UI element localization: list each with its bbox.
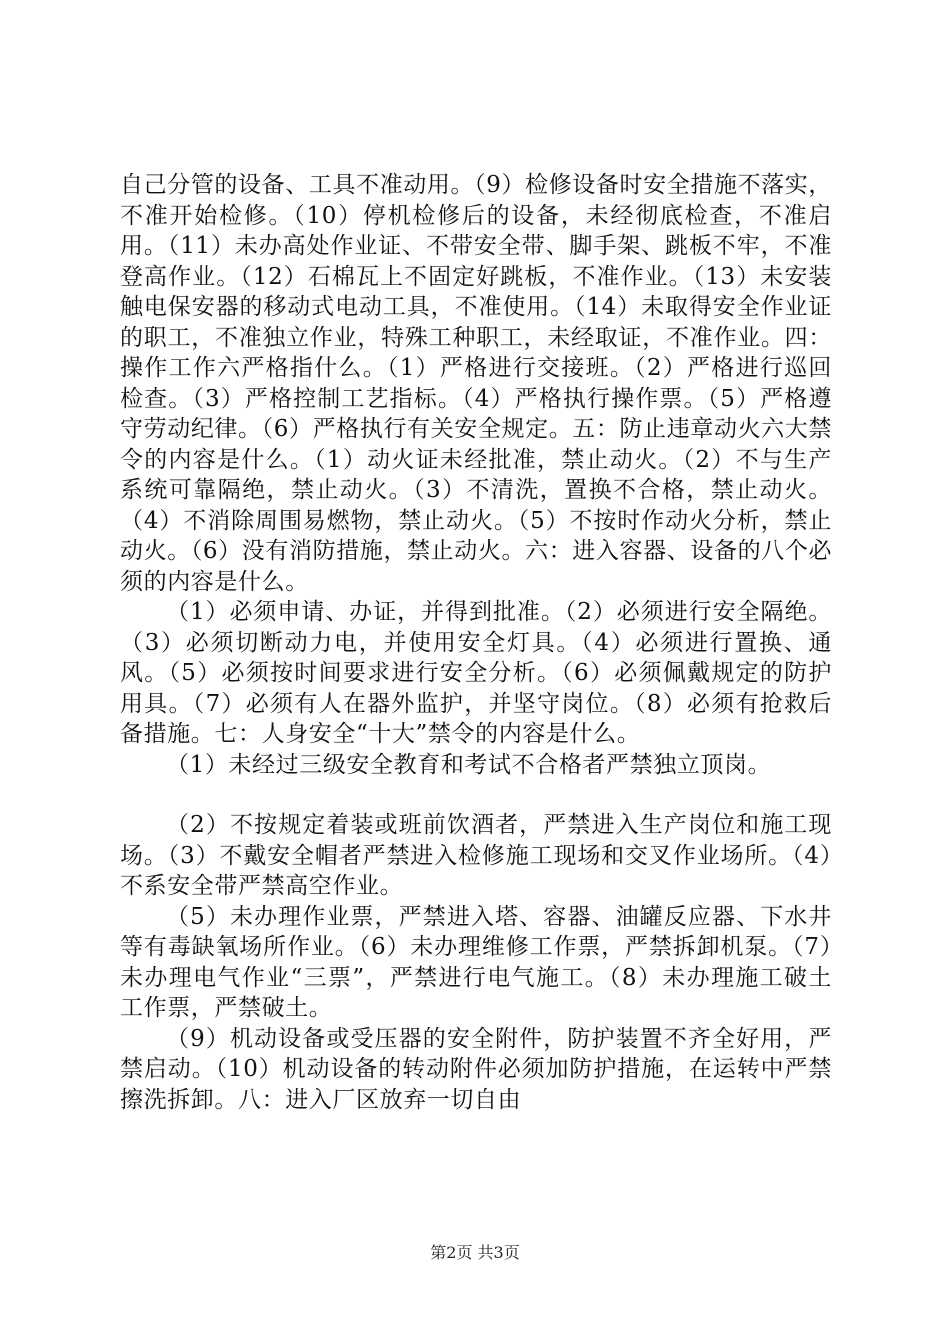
- paragraph-2: （1）必须申请、办证，并得到批准。（2）必须进行安全隔绝。（3）必须切断动力电，并使用安全灯具。（4）必须进行置换、通风。（5）必须按时间要求进行安全分析。（6）必须佩戴规定的防护用具。（7）必须有人在器外监护，并坚守岗位。（8）必须有抢救后备措施。七：人身安全“十大”禁令的内容是什么。: [120, 599, 832, 747]
- paragraph-3: （1）未经过三级安全教育和考试不合格者严禁独立顶岗。: [166, 751, 772, 778]
- document-body: [120, 170, 832, 1115]
- paragraph-5: （5）未办理作业票，严禁进入塔、容器、油罐反应器、下水井等有毒缺氧场所作业。（6）未办理维修工作票，严禁拆卸机泵。（7）未办理电气作业“三票”，严禁进行电气施工。（8）未办理施工破土工作票，严禁破土。: [120, 903, 832, 1021]
- page-number-footer: 第2页 共3页: [430, 1243, 520, 1262]
- paragraph-4: （2）不按规定着装或班前饮酒者，严禁进入生产岗位和施工现场。（3）不戴安全帽者严禁进入检修施工现场和交叉作业场所。（4）不系安全带严禁高空作业。: [120, 812, 832, 899]
- paragraph-1: 自己分管的设备、工具不准动用。（9）检修设备时安全措施不落实，不准开始检修。（10）停机检修后的设备，未经彻底检查，不准启用。（11）未办高处作业证、不带安全带、脚手架、跳板不牢，不准登高作业。（12）石棉瓦上不固定好跳板，不准作业。（13）未安装触电保安器的移动式电动工具，不准使用。（14）未取得安全作业证的职工，不准独立作业，特殊工种职工，未经取证，不准作业。四：操作工作六严格指什么。（1）严格进行交接班。（2）严格进行巡回检查。（3）严格控制工艺指标。（4）严格执行操作票。（5）严格遵守劳动纪律。（6）严格执行有关安全规定。五：防止违章动火六大禁令的内容是什么。（1）动火证未经批准，禁止动火。（2）不与生产系统可靠隔绝，禁止动火。（3）不清洗，置换不合格，禁止动火。（4）不消除周围易燃物，禁止动火。（5）不按时作动火分析，禁止动火。（6）没有消防措施，禁止动火。六：进入容器、设备的八个必须的内容是什么。: [120, 172, 832, 595]
- paragraph-6: （9）机动设备或受压器的安全附件，防护装置不齐全好用，严禁启动。（10）机动设备的转动附件必须加防护措施，在运转中严禁擦洗拆卸。八：进入厂区放弃一切自由: [120, 1025, 832, 1113]
